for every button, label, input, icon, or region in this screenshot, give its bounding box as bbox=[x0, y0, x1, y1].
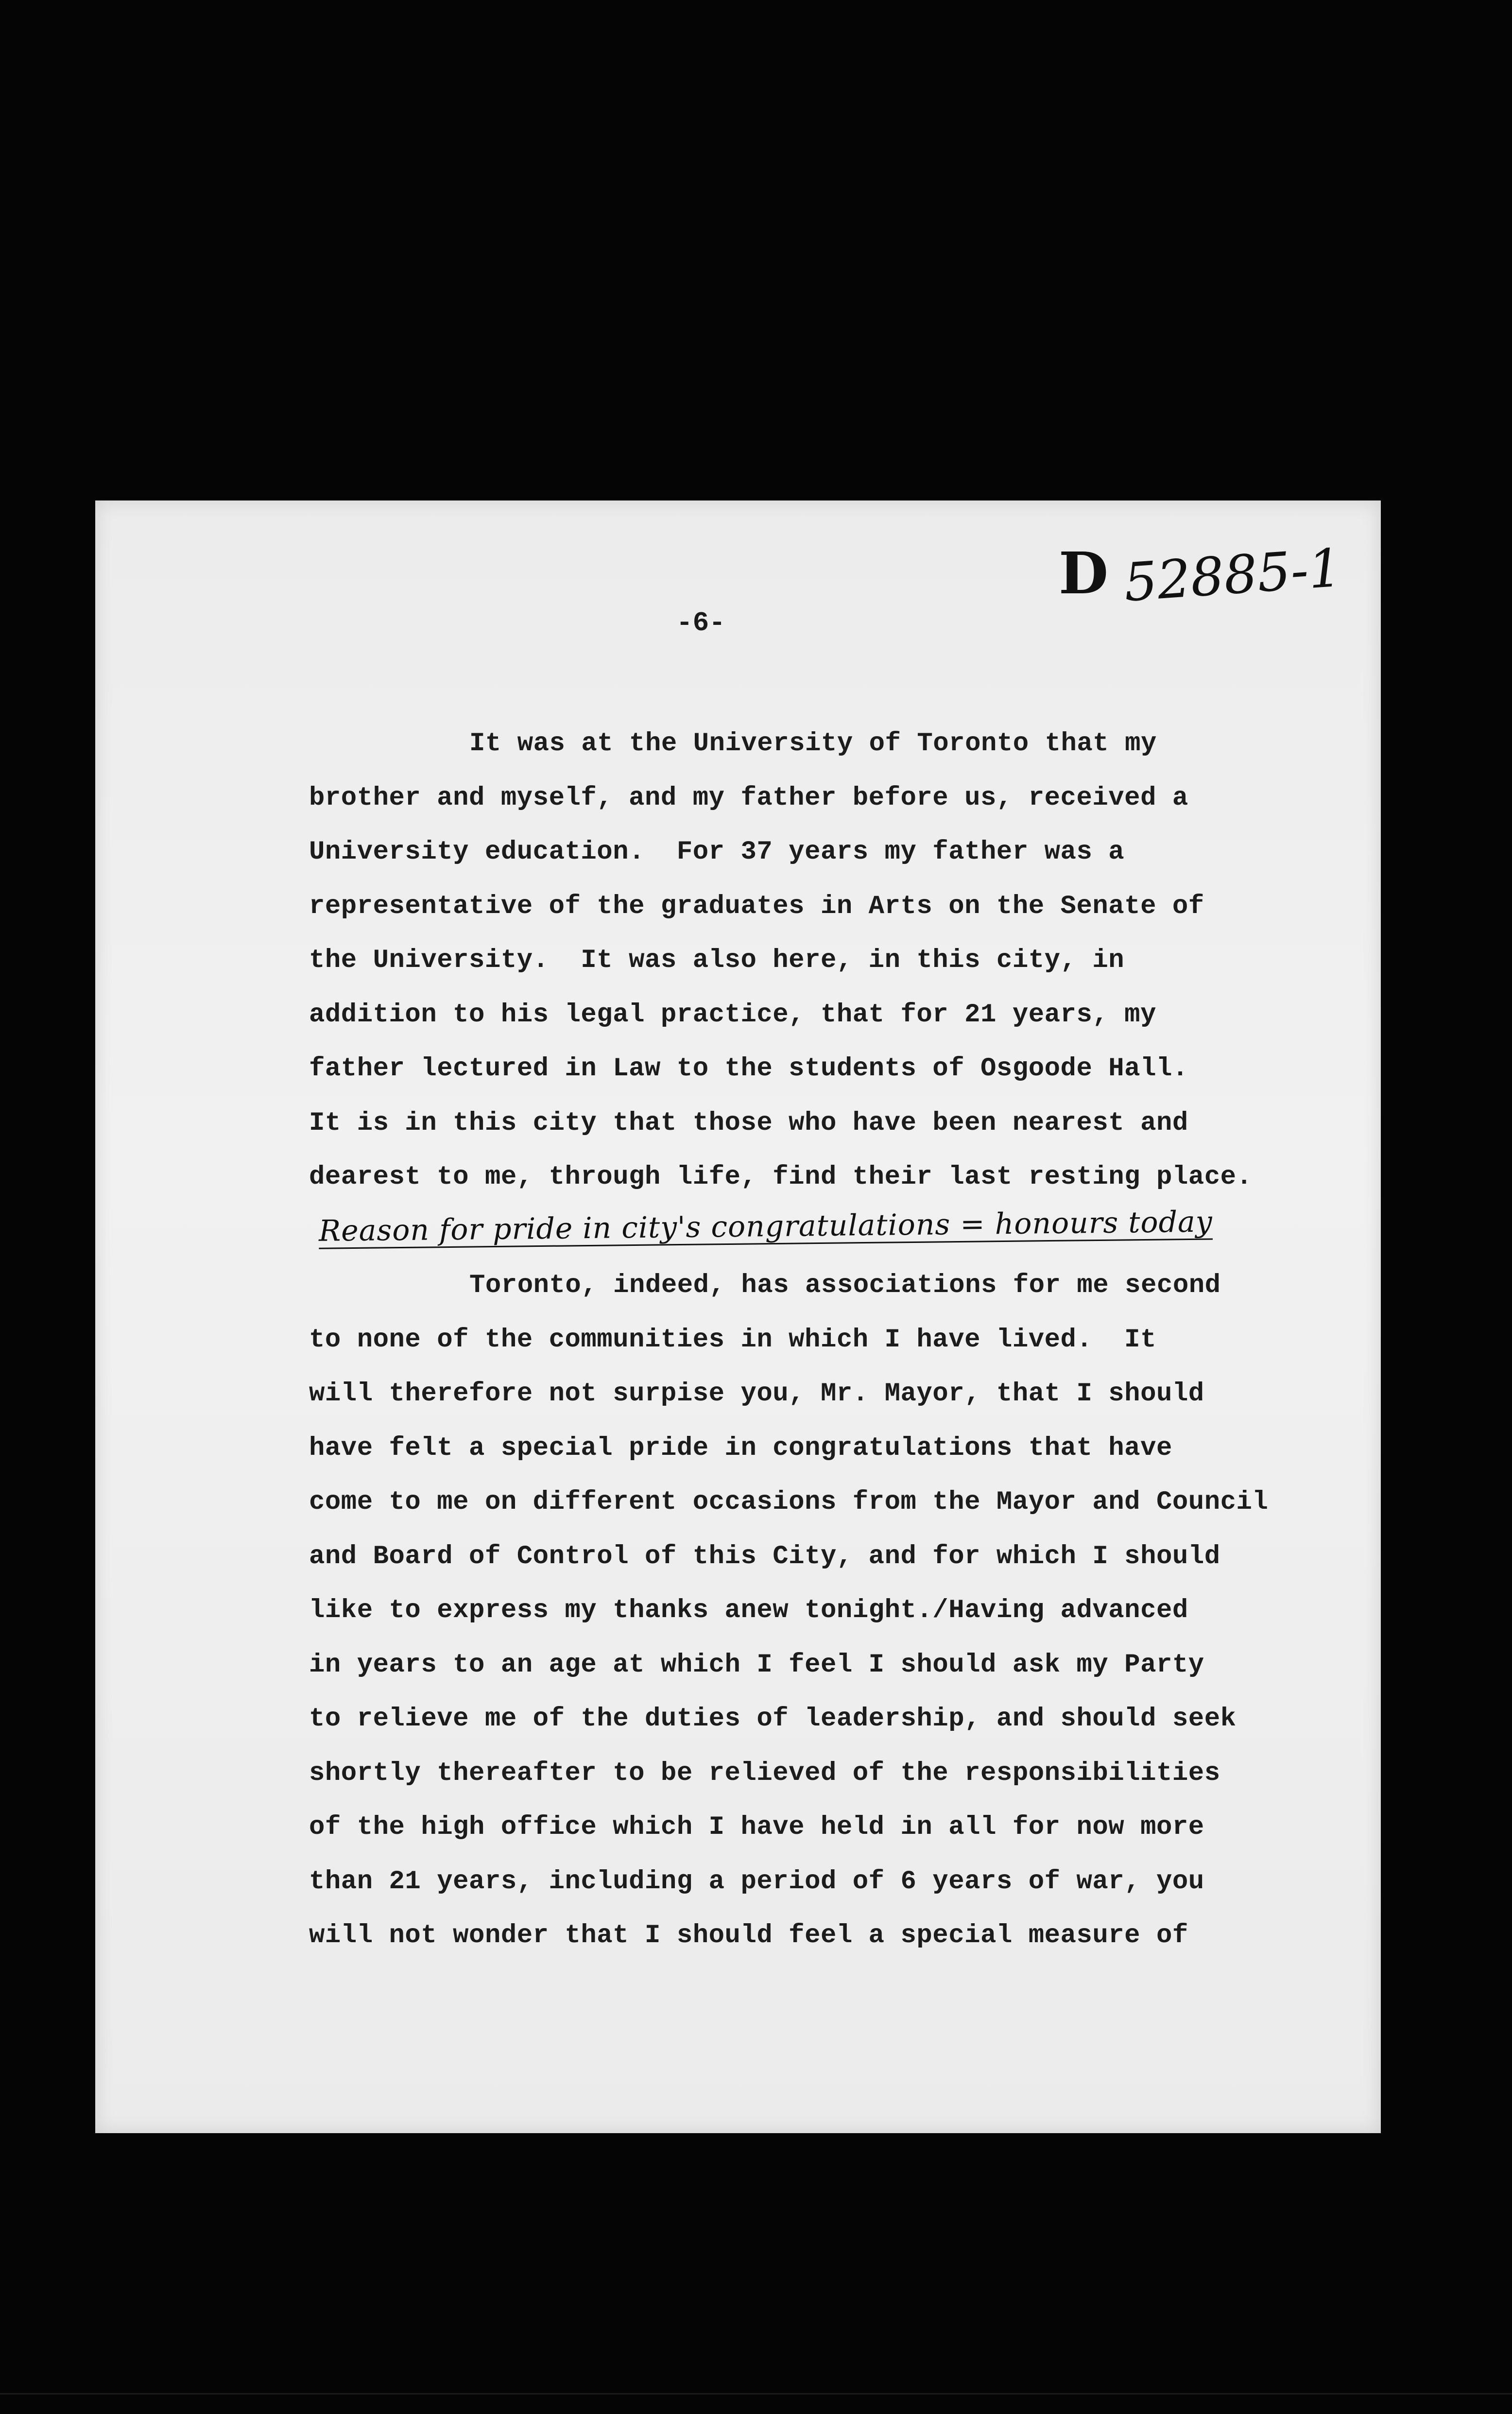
text-line: like to express my thanks anew tonight./Having advanced bbox=[309, 1596, 1188, 1625]
text-line: will therefore not surpise you, Mr. Mayor, that I should bbox=[309, 1379, 1204, 1409]
handwritten-annotation: Reason for pride in city's congratulations = honours today bbox=[318, 1205, 1213, 1248]
document-page bbox=[95, 500, 1381, 2133]
text-line: It is in this city that those who have been nearest and bbox=[309, 1108, 1188, 1138]
text-line: shortly thereafter to be relieved of the responsibilities bbox=[309, 1758, 1220, 1788]
text-line: to relieve me of the duties of leadership, and should seek bbox=[309, 1704, 1237, 1734]
text-line: University education. For 37 years my father was a bbox=[309, 837, 1125, 867]
text-line: and Board of Control of this City, and for which I should bbox=[309, 1541, 1220, 1571]
text-line: It was at the University of Toronto that my bbox=[469, 729, 1157, 759]
page-number: -6- bbox=[676, 607, 725, 638]
text-line: the University. It was also here, in this city, in bbox=[309, 946, 1125, 975]
text-line: than 21 years, including a period of 6 years of war, you bbox=[309, 1866, 1204, 1897]
scan-edge-line bbox=[0, 2393, 1512, 2395]
body-text bbox=[309, 717, 1339, 1963]
text-line: to none of the communities in which I have lived. It bbox=[309, 1325, 1156, 1355]
archive-letter: D bbox=[1058, 539, 1110, 607]
text-line: of the high office which I have held in all for now more bbox=[309, 1812, 1204, 1842]
text-line: have felt a special pride in congratulations that have bbox=[309, 1433, 1172, 1463]
text-line: Toronto, indeed, has associations for me second bbox=[469, 1271, 1221, 1300]
archive-number: 52885-1 bbox=[1122, 537, 1344, 614]
text-line: come to me on different occasions from the Mayor and Council bbox=[309, 1487, 1269, 1517]
text-line: brother and myself, and my father before us, received a bbox=[309, 783, 1188, 813]
archive-reference bbox=[1058, 537, 1344, 614]
text-line: dearest to me, through life, find their last resting place. bbox=[309, 1162, 1253, 1192]
text-line: will not wonder that I should feel a special measure of bbox=[309, 1921, 1188, 1950]
text-line: father lectured in Law to the students of Osgoode Hall. bbox=[309, 1054, 1188, 1084]
text-line: in years to an age at which I feel I should ask my Party bbox=[309, 1650, 1204, 1680]
text-line: representative of the graduates in Arts on the Senate of bbox=[309, 891, 1204, 921]
text-line: addition to his legal practice, that for 21 years, my bbox=[309, 1000, 1156, 1030]
